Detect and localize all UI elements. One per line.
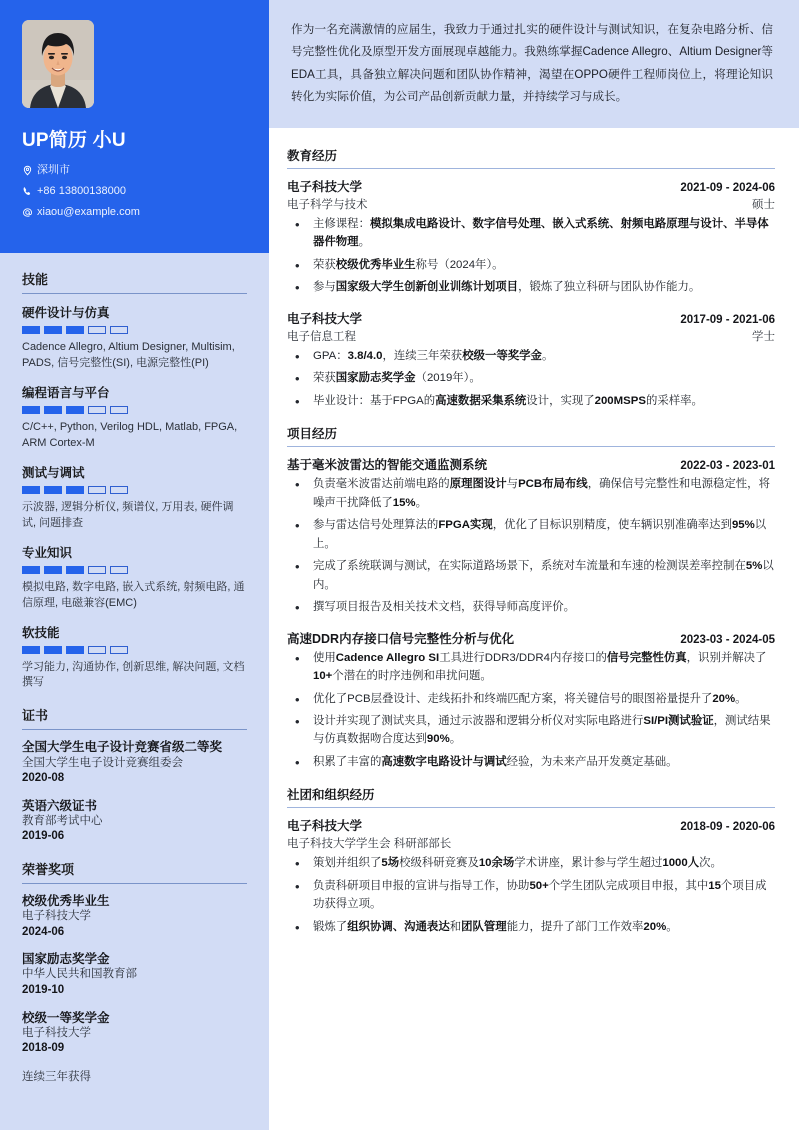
entry-bullet-list [287, 347, 775, 410]
entry-bullet-list [287, 475, 775, 616]
entry-header [287, 177, 775, 195]
person-name: UP简历 小U [22, 130, 126, 151]
skill-detail: Cadence Allegro, Altium Designer, Multisim, PADS, 信号完整性(SI), 电源完整性(PI) [22, 341, 235, 369]
entry-bullet: • GPA：3.8/4.0，连续三年荣获校级一等奖学金。 [287, 347, 775, 365]
entry-bullet: • 撰写项目报告及相关技术文档，获得导师高度评价。 [287, 598, 775, 616]
skill-name: 测试与调试 [22, 465, 85, 480]
entry-header [287, 455, 775, 473]
skill-segment-empty [110, 406, 128, 414]
location-pin-icon [22, 165, 37, 176]
avatar [22, 20, 94, 108]
entry-subheader [287, 328, 775, 344]
sidebar-body [0, 253, 269, 1130]
contact-email[interactable] [22, 206, 247, 218]
honor-item-title: 校级一等奖学金 [22, 1010, 110, 1025]
skill-name: 硬件设计与仿真 [22, 306, 110, 320]
entry-degree: 学士 [752, 330, 775, 343]
honor-item [22, 951, 247, 998]
education-section [287, 146, 775, 410]
skill-level-bar [22, 646, 247, 654]
entry-bullet: • 参与雷达信号处理算法的FPGA实现，优化了目标识别精度，使车辆识别准确率达到95%以上。 [287, 516, 775, 553]
skill-item [22, 623, 247, 692]
honor-item-title: 校级优秀毕业生 [22, 893, 110, 908]
entry-header [287, 309, 775, 327]
skill-segment-empty [110, 326, 128, 334]
skill-segment-filled [44, 406, 62, 414]
skill-segment-filled [22, 406, 40, 414]
skill-segment-empty [110, 486, 128, 494]
contact-location[interactable] [22, 164, 247, 176]
skill-segment-empty [110, 566, 128, 574]
entry-organization: 电子科技大学 [287, 311, 363, 326]
projects-section-title: 项目经历 [287, 424, 775, 447]
skill-level-bar [22, 566, 247, 574]
entry-bullet: • 积累了丰富的高速数字电路设计与调试经验，为未来产品开发奠定基础。 [287, 753, 775, 771]
entry-major: 电子科技大学学生会 科研部部长 [287, 838, 452, 851]
main-content [269, 0, 799, 1130]
entry-bullet: • 荣获国家励志奖学金（2019年）。 [287, 369, 775, 387]
skill-item [22, 383, 247, 452]
skill-segment-filled [22, 326, 40, 334]
certificate-item-date: 2020-08 [22, 772, 65, 785]
certificates-section [22, 705, 247, 845]
entry-bullet-list [287, 215, 775, 297]
certificate-item-org: 教育部考试中心 [22, 814, 103, 827]
phone-icon [22, 186, 37, 197]
entry-major: 电子科学与技术 [287, 199, 368, 211]
entry-subheader [287, 835, 775, 851]
experience-entry [287, 629, 775, 772]
certificates-list [22, 739, 247, 845]
honor-item-title: 国家励志奖学金 [22, 952, 110, 967]
honor-item-org: 电子科技大学 [22, 1026, 91, 1039]
experience-entry [287, 177, 775, 297]
skill-level-bar [22, 406, 247, 414]
entry-bullet: • 完成了系统联调与测试，在实际道路场景下，系统对车流量和车速的检测误差率控制在5%以内。 [287, 557, 775, 594]
contact-list [22, 164, 247, 218]
honor-item-org: 中华人民共和国教育部 [22, 968, 137, 981]
entry-date-range: 2023-03 - 2024-05 [680, 633, 775, 646]
skill-segment-empty [88, 326, 106, 334]
entry-date-range: 2022-03 - 2023-01 [680, 460, 775, 473]
organizations-section-title: 社团和组织经历 [287, 785, 775, 808]
email-at-icon [22, 207, 37, 218]
main-body [269, 128, 799, 960]
entry-bullet: • 锻炼了组织协调、沟通表达和团队管理能力，提升了部门工作效率20%。 [287, 918, 775, 936]
certificate-item-org: 全国大学生电子设计竞赛组委会 [22, 756, 183, 769]
entry-bullet: • 优化了PCB层叠设计、走线拓扑和终端匹配方案，将关键信号的眼图裕量提升了20%。 [287, 690, 775, 708]
organizations-section [287, 785, 775, 936]
summary-text: 作为一名充满激情的应届生，我致力于通过扎实的硬件设计与测试知识，在复杂电路分析、信号完整性优化及原型开发方面展现卓越能力。我熟练掌握Cadence Allegro、Altium Designer等EDA工具，具备独立解决问题和团队协作精神，渴望在OPPO硬件工程师岗位上，将理论知识转化为实际价值，为公司产品创新贡献力量，并持续学习与成长。 [291, 23, 773, 103]
honors-section [22, 859, 247, 1084]
entry-degree: 硕士 [752, 199, 775, 211]
skill-segment-empty [88, 646, 106, 654]
entry-organization: 电子科技大学 [287, 819, 363, 834]
skill-segment-filled [66, 406, 84, 414]
entry-organization: 基于毫米波雷达的智能交通监测系统 [287, 458, 488, 473]
entry-bullet: • 使用Cadence Allegro SI工具进行DDR3/DDR4内存接口的信号完整性仿真，识别并解决了10+个潜在的时序违例和串扰问题。 [287, 649, 775, 686]
entry-date-range: 2017-09 - 2021-06 [680, 313, 775, 326]
honor-item [22, 1010, 247, 1057]
entry-bullet-list [287, 649, 775, 772]
certificate-item-date: 2019-06 [22, 830, 65, 843]
skill-segment-filled [66, 566, 84, 574]
skill-item [22, 303, 247, 372]
skill-detail: 学习能力, 沟通协作, 创新思维, 解决问题, 文档撰写 [22, 660, 245, 689]
honor-item-date: 2019-10 [22, 983, 65, 996]
entry-organization: 高速DDR内存接口信号完整性分析与优化 [287, 631, 515, 646]
skill-segment-filled [66, 486, 84, 494]
entry-subheader [287, 196, 775, 212]
skill-segment-filled [44, 566, 62, 574]
skill-item [22, 543, 247, 612]
projects-section [287, 424, 775, 771]
entry-bullet: • 参与国家级大学生创新创业训练计划项目，锻炼了独立科研与团队协作能力。 [287, 278, 775, 296]
sidebar [0, 0, 269, 1130]
certificate-item [22, 798, 247, 845]
skill-segment-empty [88, 566, 106, 574]
entry-bullet: • 荣获校级优秀毕业生称号（2024年）。 [287, 256, 775, 274]
skill-detail: C/C++, Python, Verilog HDL, Matlab, FPGA, ARM Cortex-M [22, 420, 238, 449]
education-entries [287, 177, 775, 410]
entry-date-range: 2021-09 - 2024-06 [680, 182, 775, 194]
skill-level-bar [22, 326, 247, 334]
honor-item-date: 2024-06 [22, 925, 65, 938]
skill-detail: 模拟电路, 数字电路, 嵌入式系统, 射频电路, 通信原理, 电磁兼容(EMC) [22, 580, 245, 609]
skills-section [22, 269, 247, 691]
entry-header [287, 629, 775, 647]
experience-entry [287, 309, 775, 410]
skill-name: 编程语言与平台 [22, 385, 110, 400]
skill-detail: 示波器, 逻辑分析仪, 频谱仪, 万用表, 硬件调试, 问题排查 [22, 500, 234, 529]
skill-segment-empty [88, 486, 106, 494]
skill-segment-empty [88, 406, 106, 414]
project-entries [287, 455, 775, 771]
sidebar-header [0, 0, 269, 253]
honor-item-date: 2018-09 [22, 1042, 65, 1055]
certificate-item [22, 739, 247, 786]
skill-segment-empty [110, 646, 128, 654]
skill-segment-filled [22, 646, 40, 654]
skill-segment-filled [44, 486, 62, 494]
skill-name: 专业知识 [22, 545, 73, 560]
entry-bullet: • 策划并组织了5场校级科研竞赛及10余场学术讲座，累计参与学生超过1000人次。 [287, 854, 775, 872]
entry-bullet-list [287, 854, 775, 936]
contact-phone[interactable] [22, 185, 247, 197]
entry-header [287, 816, 775, 834]
entry-bullet: • 毕业设计：基于FPGA的高速数据采集系统设计，实现了200MSPS的采样率。 [287, 392, 775, 410]
experience-entry [287, 455, 775, 616]
skills-section-title: 技能 [22, 269, 247, 294]
skills-list [22, 303, 247, 691]
contact-location-value: 深圳市 [37, 164, 70, 176]
entry-organization: 电子科技大学 [287, 180, 363, 194]
avatar-portrait-icon [22, 20, 94, 108]
honors-section-title: 荣誉奖项 [22, 859, 247, 884]
skill-segment-filled [22, 486, 40, 494]
experience-entry [287, 816, 775, 936]
certificate-item-title: 英语六级证书 [22, 798, 98, 813]
education-section-title: 教育经历 [287, 146, 775, 169]
skill-level-bar [22, 486, 247, 494]
summary-box [269, 0, 799, 128]
honor-item [22, 893, 247, 940]
skill-segment-filled [44, 326, 62, 334]
honors-list [22, 893, 247, 1057]
entry-bullet: • 主修课程：模拟集成电路设计、数字信号处理、嵌入式系统、射频电路原理与设计、半导体器件物理。 [287, 215, 775, 252]
skill-item [22, 463, 247, 532]
honor-item-org: 电子科技大学 [22, 910, 91, 923]
entry-major: 电子信息工程 [287, 330, 356, 343]
skill-name: 软技能 [22, 625, 60, 640]
skill-segment-filled [66, 646, 84, 654]
entry-bullet: • 负责科研项目申报的宣讲与指导工作，协助50+个学生团队完成项目申报，其中15个项目成功获得立项。 [287, 877, 775, 914]
certificate-item-title: 全国大学生电子设计竞赛省级二等奖 [22, 740, 223, 755]
skill-segment-filled [44, 646, 62, 654]
contact-email-value: xiaou@example.com [37, 206, 140, 219]
entry-date-range: 2018-09 - 2020-06 [680, 821, 775, 834]
contact-phone-value: +86 13800138000 [37, 185, 127, 198]
organization-entries [287, 816, 775, 936]
entry-bullet: • 设计并实现了测试夹具，通过示波器和逻辑分析仪对实际电路进行SI/PI测试验证，测试结果与仿真数据吻合度达到90%。 [287, 712, 775, 749]
skill-segment-filled [66, 326, 84, 334]
entry-bullet: • 负责毫米波雷达前端电路的原理图设计与PCB布局布线，确保信号完整性和电源稳定性，将噪声干扰降低了15%。 [287, 475, 775, 512]
certificates-section-title: 证书 [22, 705, 247, 730]
skill-segment-filled [22, 566, 40, 574]
honors-note: 连续三年获得 [22, 1070, 91, 1083]
